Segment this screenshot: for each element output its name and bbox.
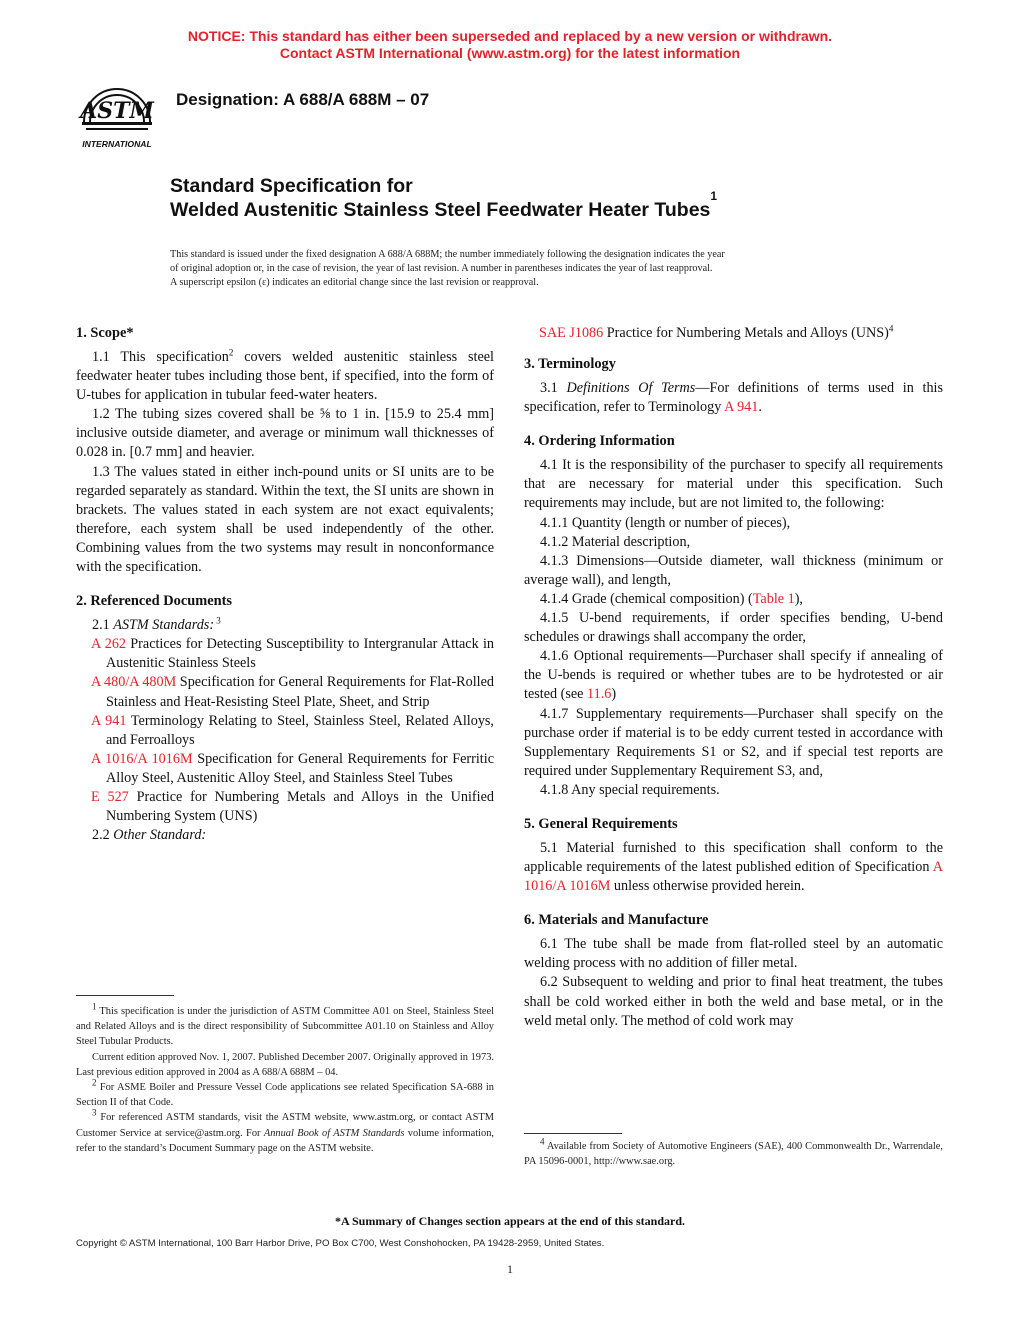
footnote-ref-2[interactable]: 2: [228, 347, 234, 358]
section-heading-terminology: 3. Terminology: [524, 356, 616, 373]
paragraph-1-1-a: 1.1 This specification: [92, 349, 229, 365]
intro-line-2: of original adoption or, in the case of revision, the year of last revision. A number in parentheses indicates the year of last reapproval.: [170, 263, 713, 274]
footnote-3-text-a: For referenced ASTM standards, visit the ASTM website, www.astm.org, or contact ASTM Customer Service at service@astm.org. For: [76, 1112, 494, 1139]
reference-text: Terminology Relating to Steel, Stainless Steel, Related Alloys, and Ferroalloys: [106, 712, 494, 748]
paragraph-5-1-a: 5.1 Material furnished to this specification shall conform to the applicable requirements of the latest published edition of Specification: [524, 839, 943, 876]
reference-link[interactable]: A 941: [91, 712, 127, 729]
designation: Designation: A 688/A 688M – 07: [176, 90, 430, 109]
title-footnote-mark: 1: [710, 189, 718, 203]
paragraph-3-1-end: .: [758, 399, 762, 416]
paragraph-4-1-2: 4.1.2 Material description,: [540, 533, 691, 550]
logo-text: ASTM: [80, 98, 154, 124]
intro-paragraph: [170, 248, 854, 290]
footnote-4: [524, 1136, 943, 1169]
left-column: [76, 324, 494, 845]
table-1-link[interactable]: Table 1: [752, 590, 795, 607]
section-11-6-link[interactable]: 11.6: [587, 686, 612, 703]
footnote-1-approval: Current edition approved Nov. 1, 2007. Published December 2007. Originally approved in 1973. Last previous edition approved in 2004 as A 688/A 688M – 04.: [76, 1051, 494, 1078]
notice-banner: [0, 28, 1020, 62]
logo-subtext: INTERNATIONAL: [82, 139, 152, 149]
title-line-2: [170, 189, 718, 222]
section-heading-materials: 6. Materials and Manufacture: [524, 912, 709, 929]
paragraph-1-1-b: covers welded austenitic stainless steel feedwater heater tubes including those bent, if specified, into the form of U-tubes for application in tubular feed-water heaters.: [76, 349, 494, 404]
footnote-3-mark: 3: [92, 1107, 97, 1118]
paragraph-2-2-num: 2.2: [92, 827, 114, 844]
reference-item: [91, 788, 494, 826]
right-column: [524, 324, 943, 1031]
paragraph-4-1-5: 4.1.5 U-bend requirements, if order specifies bending, U-bend schedules or drawings shall accompany the order,: [524, 610, 943, 646]
title-line-1: Standard Specification for: [170, 175, 413, 197]
reference-item: [91, 635, 494, 673]
reference-link[interactable]: E 527: [91, 788, 129, 805]
a1016-link[interactable]: A 1016/A 1016M: [524, 859, 943, 895]
paragraph-4-1-6: [524, 647, 943, 704]
reference-list: [76, 635, 494, 826]
paragraph-4-1-4-a: 4.1.4 Grade (chemical composition) (: [540, 590, 753, 607]
footnote-2: [76, 1077, 494, 1110]
notice-line-1: NOTICE: This standard has either been superseded and replaced by a new version or withdrawn.: [187, 28, 833, 44]
page-number: 1: [507, 1262, 513, 1276]
paragraph-4-1-8: 4.1.8 Any special requirements.: [540, 781, 720, 798]
paragraph-3-1-term: Definitions Of Terms: [566, 380, 696, 397]
footnote-1: [76, 1001, 494, 1050]
paragraph-4-1-4: [524, 590, 943, 609]
footnote-2-mark: 2: [92, 1077, 97, 1088]
section-heading-referenced: 2. Referenced Documents: [76, 593, 232, 610]
paragraph-2-1: [76, 616, 494, 635]
summary-note: *A Summary of Changes section appears at the end of this standard.: [334, 1214, 686, 1228]
paragraph-3-1-num: 3.1: [540, 380, 567, 397]
paragraph-2-2-label: Other Standard:: [113, 827, 207, 844]
terminology-link[interactable]: A 941: [724, 399, 759, 416]
paragraph-1-2: 1.2 The tubing sizes covered shall be ⅝ to 1 in. [15.9 to 25.4 mm] inclusive outside diameter, and average or minimum wall thicknesses of 0.028 in. [0.7 mm] and heavier.: [76, 406, 494, 461]
intro-line-1: This standard is issued under the fixed designation A 688/A 688M; the number immediately following the designation indicates the year: [170, 249, 725, 260]
astm-logo-icon: [76, 74, 158, 152]
reference-text-sae: Practice for Numbering Metals and Alloys (UNS): [603, 325, 889, 341]
intro-line-3: A superscript epsilon (ε) indicates an editorial change since the last revision or reapproval.: [170, 277, 539, 288]
title-line-2-text: Welded Austenitic Stainless Steel Feedwater Heater Tubes: [170, 199, 711, 221]
paragraph-4-1-6-b: ): [611, 686, 617, 703]
footnote-3-italic: Annual Book of ASTM Standards: [263, 1127, 405, 1139]
paragraph-4-1-6-a: 4.1.6 Optional requirements—Purchaser shall specify if annealing of the U-bends is required or whether tubes are to be hydrotested or air tested (see: [524, 648, 943, 703]
paragraph-6-1: 6.1 The tube shall be made from flat-rolled steel by an automatic welding process with no addition of filler metal.: [524, 936, 943, 972]
paragraph-4-1-7: 4.1.7 Supplementary requirements—Purchaser shall specify on the purchase order if material is to be eddy current tested in accordance with Supplementary Requirements S1 or S2, and if special test reports are required under Supplementary Requirement S3, and,: [524, 705, 943, 779]
reference-item: [91, 712, 494, 750]
paragraph-2-1-num: 2.1: [92, 617, 114, 634]
footnote-3: [76, 1107, 494, 1156]
footnote-divider-right: [524, 1133, 622, 1134]
section-heading-scope: 1. Scope*: [76, 325, 134, 341]
reference-text: Specification for General Requirements for Ferritic Alloy Steel, Austenitic Alloy Steel, and Stainless Steel Tubes: [106, 750, 494, 786]
reference-text: Practices for Detecting Susceptibility to Intergranular Attack in Austenitic Stainless Steels: [106, 636, 494, 672]
paragraph-6-2: 6.2 Subsequent to welding and prior to final heat treatment, the tubes shall be cold worked either in both the weld and base metal, or in the weld metal only. The method of cold work may: [524, 974, 943, 1029]
reference-link[interactable]: A 262: [91, 636, 127, 653]
reference-item: [91, 673, 494, 711]
section-heading-general: 5. General Requirements: [524, 815, 678, 832]
paragraph-1-1: [76, 348, 494, 405]
paragraph-4-1-1: 4.1.1 Quantity (length or number of pieces),: [540, 514, 791, 531]
paragraph-4-1: 4.1 It is the responsibility of the purchaser to specify all requirements that are necessary for material under this specification. Such requirements may include, but are not limited to, the following:: [524, 457, 943, 512]
footnotes-left: [76, 1001, 494, 1156]
reference-link[interactable]: A 480/A 480M: [91, 674, 177, 691]
paragraph-3-1: [524, 379, 943, 417]
footnote-4-mark: 4: [540, 1136, 545, 1147]
reference-item-sae: [539, 324, 943, 343]
notice-line-2: Contact ASTM International (www.astm.org) for the latest information: [279, 45, 741, 61]
paragraph-4-1-3: 4.1.3 Dimensions—Outside diameter, wall thickness (minimum or average wall), and length,: [524, 552, 943, 588]
reference-text: Specification for General Requirements for Flat-Rolled Stainless and Heat-Resisting Steel Plate, Sheet, and Strip: [106, 674, 494, 710]
footnote-1-mark: 1: [92, 1001, 97, 1012]
paragraph-2-1-label: ASTM Standards:: [113, 617, 215, 634]
footnote-2-text: For ASME Boiler and Pressure Vessel Code applications see related Specification SA-688 in Section II of that Code.: [76, 1082, 494, 1109]
paragraph-4-1-4-b: ),: [794, 590, 803, 607]
paragraph-5-1: [524, 839, 943, 896]
footnotes-right: [524, 1136, 943, 1169]
page-title: [170, 174, 717, 222]
section-heading-ordering: 4. Ordering Information: [524, 433, 675, 450]
footnote-1-text: This specification is under the jurisdiction of ASTM Committee A01 on Steel, Stainless Steel and Related Alloys and is the direct responsibility of Subcommittee A01.10 on Stainless and Alloy Steel Tubular Products.: [76, 1006, 494, 1048]
footnote-ref-3[interactable]: 3: [214, 615, 221, 626]
footnote-3-text-b: volume information, refer to the standard’s Document Summary page on the ASTM website.: [76, 1127, 494, 1154]
reference-link-sae[interactable]: SAE J1086: [539, 325, 604, 341]
footnote-ref-4[interactable]: 4: [888, 323, 894, 334]
reference-text: Practice for Numbering Metals and Alloys in the Unified Numbering System (UNS): [106, 788, 494, 825]
paragraph-1-3: 1.3 The values stated in either inch-pound units or SI units are to be regarded separately as standard. Within the text, the SI units are shown in brackets. The values stated in each system are not exact equivalents; therefore, each system shall be used independently of the other. Combining values from the two systems may result in nonconformance with the specification.: [76, 463, 494, 576]
reference-link[interactable]: A 1016/A 1016M: [91, 750, 193, 767]
copyright: Copyright © ASTM International, 100 Barr Harbor Drive, PO Box C700, West Conshohocken, PA 19428-2959, United States.: [76, 1238, 605, 1249]
paragraph-3-1-text: —For definitions of terms used in this specification, refer to Terminology: [524, 380, 944, 416]
paragraph-5-1-b: unless otherwise provided herein.: [610, 878, 805, 895]
footnote-divider-left: [76, 995, 174, 996]
reference-item: [91, 750, 494, 788]
paragraph-2-2: [76, 826, 494, 845]
footnote-4-text: Available from Society of Automotive Engineers (SAE), 400 Commonwealth Dr., Warrendale, PA 15096-0001, http://www.sae.org.: [524, 1141, 943, 1168]
